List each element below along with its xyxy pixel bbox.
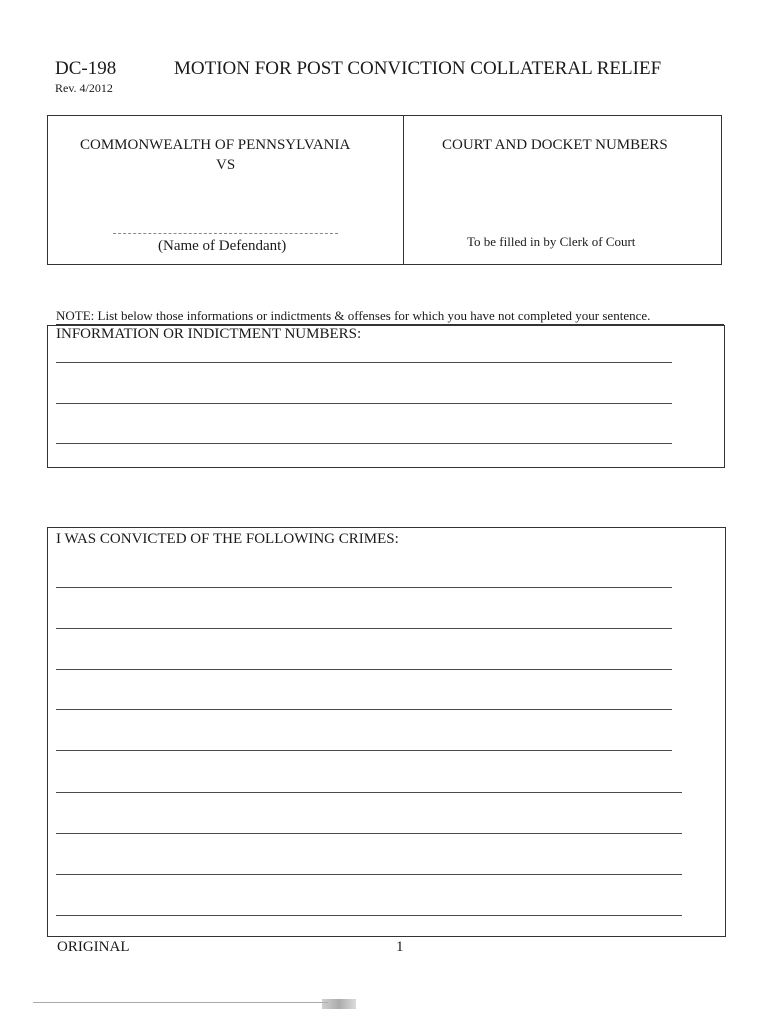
versus-label: VS [216,157,236,173]
information-heading: INFORMATION OR INDICTMENT NUMBERS: [56,326,362,342]
scan-artifact [322,999,356,1009]
caption-divider [403,115,404,265]
revision-date: Rev. 4/2012 [55,81,113,95]
court-docket-heading: COURT AND DOCKET NUMBERS [442,137,668,153]
crime-entry-line[interactable] [56,792,682,793]
form-title: MOTION FOR POST CONVICTION COLLATERAL RELIEF [174,58,662,79]
crime-entry-line[interactable] [56,833,682,834]
page-number: 1 [396,939,404,955]
form-code: DC-198 [55,58,117,79]
information-box [47,325,725,468]
crime-entry-line[interactable] [56,628,672,629]
information-entry-line[interactable] [56,403,672,404]
information-entry-line[interactable] [56,443,672,444]
crime-entry-line[interactable] [56,874,682,875]
crime-entry-line[interactable] [56,750,672,751]
commonwealth-label: COMMONWEALTH OF PENNSYLVANIA [80,137,351,153]
crimes-heading: I WAS CONVICTED OF THE FOLLOWING CRIMES: [56,531,399,547]
instruction-note: NOTE: List below those informations or indictments & offenses for which you have not completed your sentence. [56,308,724,325]
defendant-name-label: (Name of Defendant) [158,238,287,254]
crime-entry-line[interactable] [56,669,672,670]
clerk-note: To be filled in by Clerk of Court [467,234,636,249]
crime-entry-line[interactable] [56,587,672,588]
copy-label: ORIGINAL [57,939,130,955]
crimes-box [47,527,726,937]
crime-entry-line[interactable] [56,915,682,916]
scan-edge-line [33,1002,328,1003]
defendant-name-field[interactable] [113,233,338,234]
information-entry-line[interactable] [56,362,672,363]
crime-entry-line[interactable] [56,709,672,710]
